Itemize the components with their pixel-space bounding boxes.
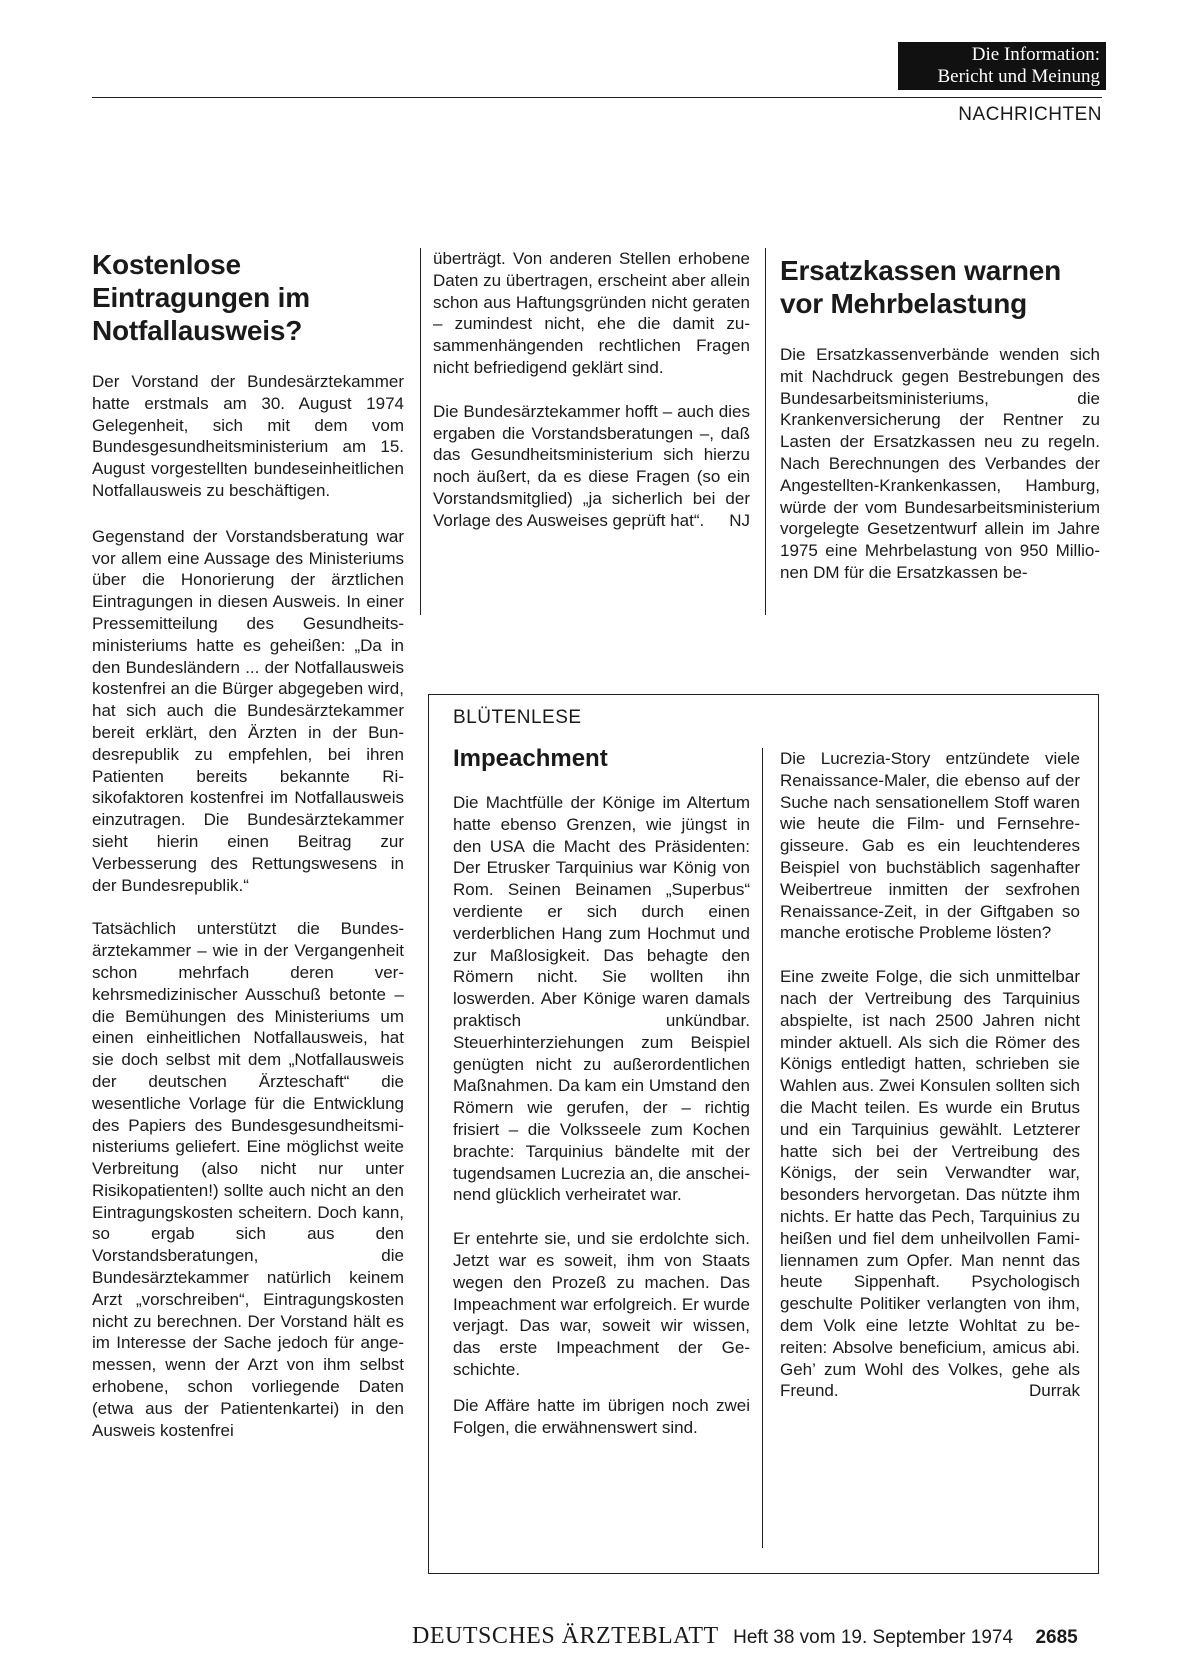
box-headline: Impeachment [453,745,608,772]
rubric-line-2: Bericht und Meinung [937,66,1100,87]
headline-line: Ersatzkassen warnen [780,255,1062,286]
article1-paragraph [433,401,750,532]
page-footer [412,1623,1078,1650]
section-label: NACHRICHTEN [958,104,1102,125]
box-paragraph: Die Lucrezia-Story entzündete viele Renaissance-Maler, die ebenso auf der Suche nach sensationellem Stoff waren wie heute die Film- und Fernsehregisseure. Gab es ein leuchtenderes Beispiel von buchstäblich sagenhafter Weibertreue inmitten der sexfrohen Renaissance-Zeit, in der Giftgaben so manche erotische Probleme lösten? [780,749,1080,943]
column-rule [420,248,421,615]
article1-paragraph: überträgt. Von anderen Stellen erhobene Daten zu übertragen, erscheint aber allein schon aus Haftungsgründen nicht geraten – zumindest nicht, ehe die damit zusammenhängenden rechtlichen Fragen nicht befriedigend geklärt sind. [433,249,750,377]
headline-line: Notfallausweis? [92,315,303,346]
box-paragraph: Die Machtfülle der Könige im Altertum hatte ebenso Grenzen, wie jüngst in den USA die Macht des Präsidenten: Der Etrusker Tarquinius war König von Rom. Seinen Beinamen „Superbus“ verdiente er sich durch einen verderblichen Hang zum Hochmut und zur Maßlosigkeit. Das behagte den Römern nicht. Sie wollten ihn loswerden. Aber Könige waren damals praktisch unkündbar. Steuerhinterziehungen zum Beispiel genügten nicht zu außerordentlichen Maßnahmen. Da kam ein Umstand den Römern wie gerufen, der – richtig frisiert – die Volksseele zum Kochen brachte: Tarquinius bändelte mit der tugendsamen Lucrezia an, die anscheinend glücklich verheiratet war. [453,793,750,1205]
box-paragraph: Die Affäre hatte im übrigen noch zwei Folgen, die erwähnenswert sind. [453,1395,750,1437]
headline-line: Eintragungen im [92,282,310,313]
rubric-badge [898,42,1106,90]
article1-paragraph: Der Vorstand der Bundesärztekammer hatte erstmals am 30. August 1974 Gelegenheit, sich mit dem vom Bundesgesundheitsministerium am 15. August vorgestellten bundeseinheitlichen Notfallausweis zu beschäftigen. [92,372,404,500]
article2-column [780,254,1100,584]
article1-paragraph: Tatsächlich unterstützt die Bundesärztekammer – wie in der Vergangenheit schon mehrfach deren verkehrsmedizinischer Ausschuß betonte – die Bemühungen des Ministeriums um einen einheitlichen Notfallausweis, hat sie doch selbst mit dem „Notfallausweis der deutschen Ärzteschaft“ die wesentliche Vorlage für die Entwicklung des Papiers des Bundesgesundheitsministeriums geliefert. Eine möglichst weite Verbreitung (also nicht nur unter Risikopatienten!) sollte auch nicht an den Eintragungskosten scheitern. Doch kann, so ergab sich aus den Vorstandsberatungen, die Bundesärztekammer natürlich keinem Arzt „vorschreiben“, Eintragungskosten nicht zu berechnen. Der Vorstand hält es im Interesse der Sache jedoch für angemessen, wenn der Arzt von ihm selbst erhobene, schon vorliegende Daten (etwa aus der Patientenkartei) in den Ausweis kostenfrei [92,919,404,1440]
article1-paragraph: Gegenstand der Vorstandsberatung war vor allem eine Aussage des Ministeriums über die Honorierung der ärztlichen Eintragungen in diesen Ausweis. In einer Pressemitteilung des Gesundheitsministeriums hatte es geheißen: „Da in den Bundesländern ... der Notfallausweis kostenfrei an die Bürger abgegeben wird, hat sich auch die Bundesärztekammer bereit erklärt, den Ärzten in der Bundesrepublik zu empfehlen, bei ihren Patienten bereits bekannte Risikofaktoren kostenfrei im Notfallausweis einzutragen. Die Bundesärztekammer sieht hierin einen Beitrag zur Verbesserung des Rettungswesens in der Bundesrepublik.“ [92,526,404,895]
article2-headline [780,254,1100,320]
article1-column1 [92,248,404,1441]
article1-last-paragraph-text: Die Bundesärztekammer hofft – auch dies ergaben die Vorstandsberatungen –, daß das Gesundheitsministerium sich hierzu noch äußert, da es diese Fragen (so ein Vorstandsmitglied) „ja sicherlich bei der Vorlage des Ausweises geprüft hat“. [433,401,750,530]
article2-paragraph: Die Ersatzkassenverbände wenden sich mit Nachdruck gegen Bestrebungen des Bundesarbeitsministeriums, die Krankenversicherung der Rentner zu Lasten der Ersatzkassen neu zu regeln. Nach Berechnungen des Verbandes der Angestellten-Krankenkassen, Hamburg, würde der vom Bundesarbeitsministerium vorgelegte Gesetzentwurf allein im Jahre 1975 eine Mehrbelastung von 950 Millionen DM für die Ersatzkassen be- [780,345,1100,582]
issue-line: Heft 38 vom 19. September 1974 [733,1627,1014,1648]
article1-author: NJ [729,510,750,530]
box-kicker: BLÜTENLESE [453,707,582,728]
box-last-paragraph-text: Eine zweite Folge, die sich unmittelbar nach der Vertreibung des Tarquinius abspielte, ist nach 2500 Jahren nicht minder aktuell. Als sich die Römer des Königs entledigt hatten, schrieben sie Wahlen aus. Zwei Konsulen sollten sich die Macht teilen. Es wurde ein Brutus und ein Tarquinius gewählt. Letzterer hatte sich bei der Vertreibung des Königs, der sein Verwandter war, besonders hervorgetan. Das nützte ihm nichts. Er hatte das Pech, Tarquinius zu heißen und fiel dem unheilvollen Familiennamen zum Opfer. Man nennt das heute Sippenhaft. Psychologisch geschulte Politiker verlangten von ihm, dem Volk eine letzte Wohltat zu bereiten: Absolve beneficium, amicus abi. Geh’ zum Wohl des Volkes, gehe als Freund. [780,967,1080,1401]
box-column2 [780,748,1080,1402]
header-rule [92,97,1102,98]
article1-headline [92,248,404,347]
box-paragraph: Er entehrte sie, und sie erdolchte sich. Jetzt war es soweit, ihm von Staats wegen den Prozeß zu machen. Das Impeachment war erfolgreich. Er wurde verjagt. Das war, soweit wir wissen, das erste Impeachment der Geschichte. [453,1229,750,1379]
headline-line: Kostenlose [92,249,241,280]
article1-column2 [433,248,750,532]
masthead: DEUTSCHES ÄRZTEBLATT [412,1623,719,1649]
box-author: Durrak [1028,1381,1080,1401]
rubric-line-1: Die Information: [971,44,1100,65]
box-paragraph [780,966,1080,1402]
box-column1 [453,792,750,1438]
page-number: 2685 [1035,1627,1078,1648]
headline-line: vor Mehrbelastung [780,288,1028,319]
column-rule [765,248,766,615]
column-rule [762,748,763,1548]
